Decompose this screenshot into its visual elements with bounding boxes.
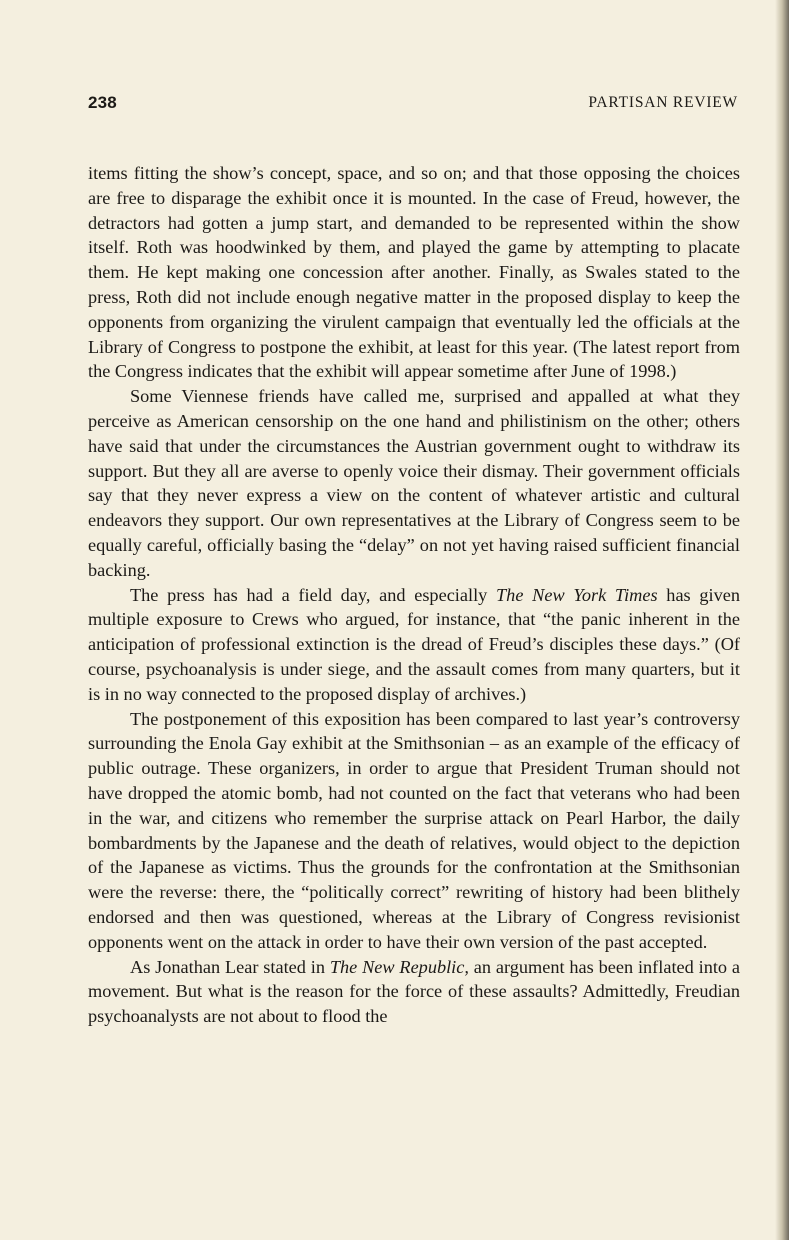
publication-title-nyt: The New York Times [496,584,658,605]
running-head: PARTISAN REVIEW [588,94,738,111]
paragraph-4: The postponement of this exposition has been compared to last year’s controversy surrounding the Enola Gay exhibit at the Smithsonian – as an example of the efficacy of public outrage. These organizers, in order to argue that President Truman should not have dropped the atomic bomb, had not counted on the fact that veterans who had been in the war, and citizens who remember the surprise attack on Pearl Harbor, the daily bombardments by the Japanese and the death of relatives, would object to the depiction of the Japanese as victims. Thus the grounds for the confrontation at the Smithsonian were the reverse: there, the “politically correct” rewriting of history had been blithely endorsed and then was questioned, whereas at the Library of Congress revisionist opponents went on the attack in order to have their own version of the past accepted. [88,708,740,952]
paragraph-3-lead: The press has had a field day, and especially [130,584,497,605]
body-text [88,161,740,1029]
paragraph-2: Some Viennese friends have called me, surprised and appalled at what they perceive as American censorship on the one hand and philistinism on the other; others have said that under the circumstances the Austrian government ought to withdraw its support. But they all are averse to openly voice their dismay. Their government officials say that they never express a view on the content of whatever artistic and cultural endeavors they support. Our own representatives at the Library of Congress seem to be equally careful, officially basing the “delay” on not yet having raised sufficient financial backing. [88,386,740,580]
page-header [88,93,738,117]
page-number: 238 [88,93,117,112]
publication-title-new-republic: The New Republic, [329,956,469,977]
paragraph-5-lead: As Jonathan Lear stated in [130,956,330,977]
paragraph-3-rest: has given multiple exposure to Crews who argued, for instance, that “the panic inherent in the anticipation of professional extinction is the dread of Freud’s disciples these days.” (Of course, psychoanalysis is under siege, and the assault comes from many quarters, but it is in no way connected to the proposed display of archives.) [88,584,740,704]
paragraph-3 [88,583,740,707]
page-edge-shadow [775,0,789,1240]
paragraph-5 [88,955,740,1029]
paragraph-1: items fitting the show’s concept, space, and so on; and that those opposing the choices are free to disparage the exhibit once it is mounted. In the case of Freud, however, the detractors had gotten a jump start, and demanded to be represented within the show itself. Roth was hoodwinked by them, and played the game by attempting to placate them. He kept making one concession after another. Finally, as Swales stated to the press, Roth did not include enough negative matter in the proposed display to keep the opponents from organizing the virulent campaign that eventually led the officials at the Library of Congress to postpone the exhibit, at least for this year. (The latest report from the Congress indicates that the exhibit will appear sometime after June of 1998.) [88,163,740,382]
paragraph-5-rest: an argument has been inflated into a movement. But what is the reason for the force of these assaults? Admittedly, Freudian psychoanalysts are not about to flood the [88,956,741,1027]
